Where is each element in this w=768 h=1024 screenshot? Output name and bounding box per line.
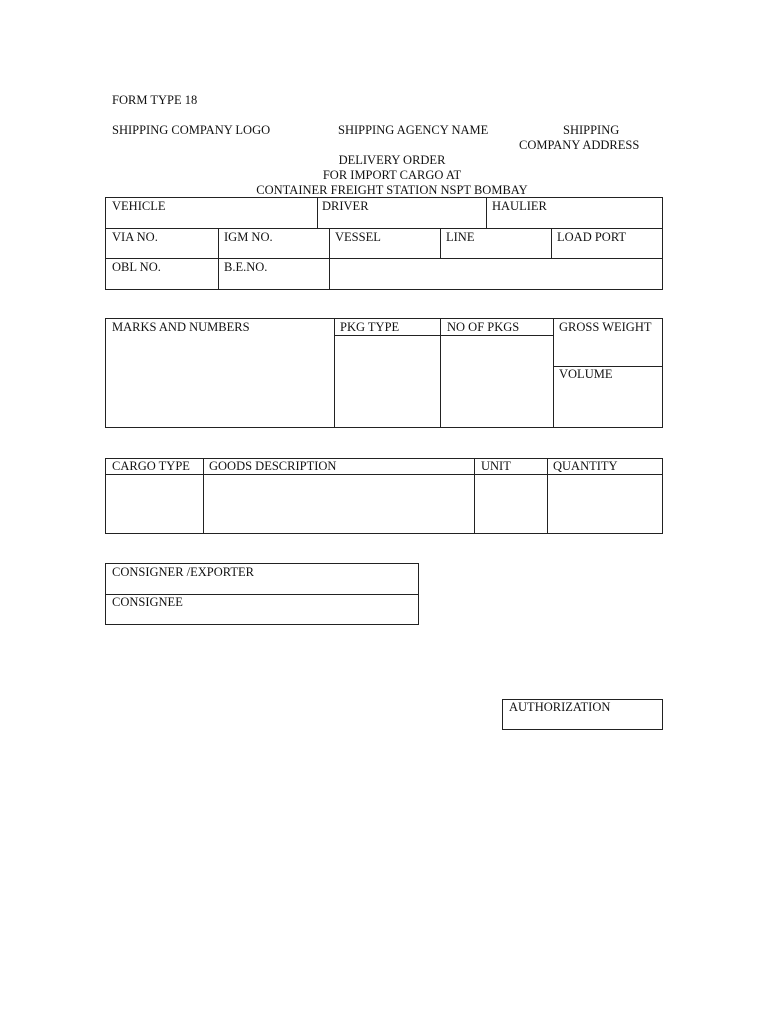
package-table xyxy=(105,318,663,428)
authorization-label: AUTHORIZATION xyxy=(509,700,611,714)
driver-label: DRIVER xyxy=(322,199,369,213)
form-type: FORM TYPE 18 xyxy=(112,93,198,107)
consignee-label: CONSIGNEE xyxy=(112,595,183,609)
document-title xyxy=(200,153,584,198)
be-no-label: B.E.NO. xyxy=(224,260,268,274)
authorization-box xyxy=(502,699,663,730)
haulier-label: HAULIER xyxy=(492,199,547,213)
igm-no-label: IGM NO. xyxy=(224,230,273,244)
goods-table xyxy=(105,458,663,534)
title-line-1: DELIVERY ORDER xyxy=(338,153,446,167)
via-no-label: VIA NO. xyxy=(112,230,158,244)
no-of-pkgs-label: NO OF PKGS xyxy=(447,320,520,334)
quantity-label: QUANTITY xyxy=(553,459,618,473)
goods-description-label: GOODS DESCRIPTION xyxy=(209,459,337,473)
load-port-label: LOAD PORT xyxy=(557,230,627,244)
parties-table xyxy=(105,563,419,625)
consigner-exporter-label: CONSIGNER /EXPORTER xyxy=(112,565,254,579)
volume-label: VOLUME xyxy=(559,367,613,381)
cargo-type-label: CARGO TYPE xyxy=(112,459,190,473)
line-label: LINE xyxy=(446,230,475,244)
pkg-type-label: PKG TYPE xyxy=(340,320,400,334)
vessel-label: VESSEL xyxy=(335,230,381,244)
shipping-company-logo: SHIPPING COMPANY LOGO xyxy=(112,123,271,137)
title-line-2: FOR IMPORT CARGO AT xyxy=(322,168,462,182)
gross-weight-label: GROSS WEIGHT xyxy=(559,320,652,334)
shipping-agency-name: SHIPPING AGENCY NAME xyxy=(338,123,489,137)
unit-label: UNIT xyxy=(481,459,511,473)
title-line-3: CONTAINER FREIGHT STATION NSPT BOMBAY xyxy=(256,183,528,197)
company-address-line1: SHIPPING xyxy=(563,123,620,137)
marks-and-numbers-label: MARKS AND NUMBERS xyxy=(112,320,250,334)
obl-no-label: OBL NO. xyxy=(112,260,161,274)
vehicle-label: VEHICLE xyxy=(112,199,166,213)
transport-table xyxy=(105,197,663,290)
company-address-line2: COMPANY ADDRESS xyxy=(519,138,640,152)
